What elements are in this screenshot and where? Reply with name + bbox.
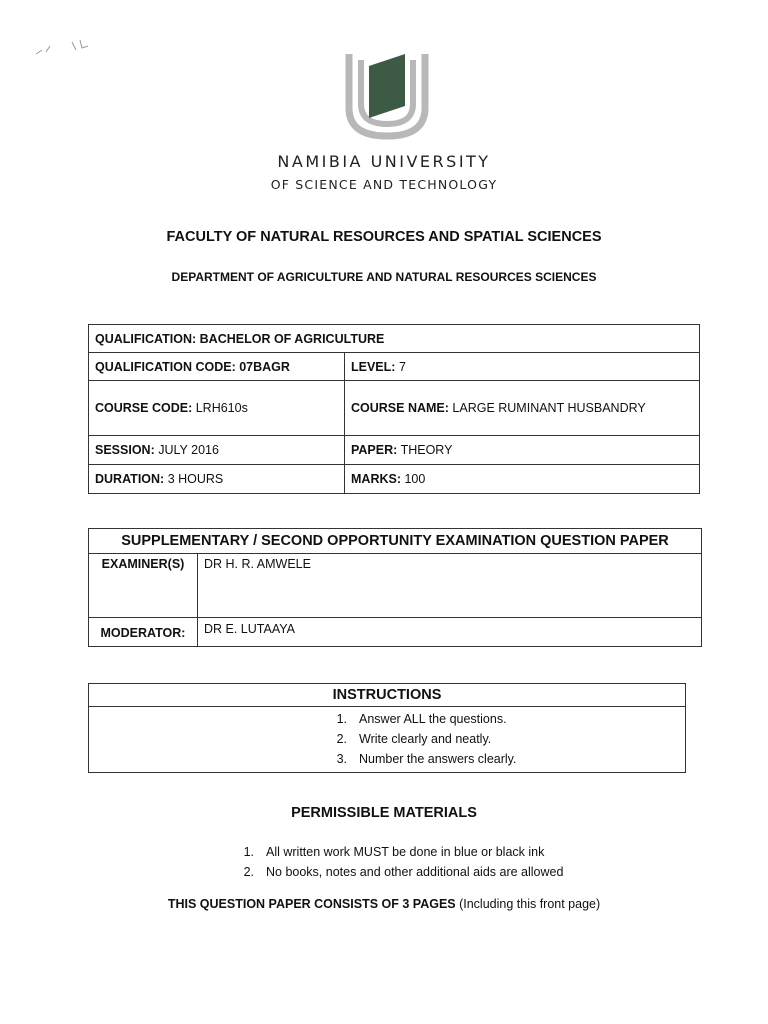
instructions-list bbox=[325, 709, 685, 769]
moderator-value: DR E. LUTAAYA bbox=[198, 618, 702, 647]
course-row bbox=[89, 381, 700, 436]
session-cell bbox=[89, 436, 345, 465]
list-item-number: 2. bbox=[336, 732, 347, 746]
list-item-text: All written work MUST be done in blue or black ink bbox=[266, 845, 545, 859]
list-item-number: 1. bbox=[243, 845, 254, 859]
instructions-title: INSTRUCTIONS bbox=[89, 684, 686, 707]
instructions-list-row bbox=[89, 707, 686, 773]
course-name-value: LARGE RUMINANT HUSBANDRY bbox=[452, 401, 646, 415]
moderator-row bbox=[89, 618, 702, 647]
university-subtitle: OF SCIENCE AND TECHNOLOGY bbox=[270, 177, 498, 192]
marks-value: 100 bbox=[404, 472, 426, 486]
page-count-normal: (Including this front page) bbox=[455, 897, 601, 911]
exam-title-row bbox=[89, 529, 702, 554]
course-name-label: COURSE NAME: bbox=[351, 401, 449, 415]
handwritten-mark bbox=[32, 36, 96, 58]
examiners-row bbox=[89, 554, 702, 618]
page-count-bold: THIS QUESTION PAPER CONSISTS OF 3 PAGES bbox=[167, 897, 456, 911]
faculty-heading: FACULTY OF NATURAL RESOURCES AND SPATIAL SCIENCES bbox=[166, 229, 602, 245]
course-info-table bbox=[88, 324, 700, 494]
list-item bbox=[232, 842, 563, 862]
list-item-number: 3. bbox=[336, 752, 347, 766]
marks-label: MARKS: bbox=[351, 472, 401, 486]
permissible-materials-heading: PERMISSIBLE MATERIALS bbox=[291, 805, 477, 821]
instructions-table bbox=[88, 683, 686, 773]
list-item-text: Answer ALL the questions. bbox=[359, 712, 507, 726]
department-heading: DEPARTMENT OF AGRICULTURE AND NATURAL RESOURCES SCIENCES bbox=[171, 270, 597, 284]
level-cell bbox=[345, 353, 700, 381]
permissible-materials-list bbox=[232, 842, 563, 882]
list-item bbox=[232, 862, 563, 882]
course-code-value: LRH610s bbox=[195, 401, 248, 415]
qualification-code-row bbox=[89, 353, 700, 381]
examination-table bbox=[88, 528, 702, 647]
course-name-cell bbox=[345, 381, 700, 436]
examiners-value: DR H. R. AMWELE bbox=[198, 554, 702, 618]
exam-title: SUPPLEMENTARY / SECOND OPPORTUNITY EXAMINATION QUESTION PAPER bbox=[89, 529, 702, 554]
examiners-label: EXAMINER(S) bbox=[89, 554, 198, 618]
qualification-code-cell bbox=[89, 353, 345, 381]
university-name: NAMIBIA UNIVERSITY bbox=[277, 152, 491, 171]
level-label: LEVEL: bbox=[351, 359, 396, 374]
paper-label: PAPER: bbox=[351, 443, 398, 457]
session-row bbox=[89, 436, 700, 465]
session-value: JULY 2016 bbox=[158, 443, 219, 457]
session-label: SESSION: bbox=[95, 443, 155, 457]
moderator-label: MODERATOR: bbox=[89, 618, 198, 647]
list-item-text: No books, notes and other additional aids are allowed bbox=[266, 865, 564, 879]
qualification-value: BACHELOR OF AGRICULTURE bbox=[199, 331, 385, 346]
list-item bbox=[325, 729, 685, 749]
list-item-text: Number the answers clearly. bbox=[359, 752, 517, 766]
course-code-label: COURSE CODE: bbox=[95, 401, 193, 415]
duration-cell bbox=[89, 465, 345, 494]
course-code-cell bbox=[89, 381, 345, 436]
marks-cell bbox=[345, 465, 700, 494]
qualification-code-value: 07BAGR bbox=[239, 359, 290, 374]
list-item bbox=[325, 749, 685, 769]
duration-row bbox=[89, 465, 700, 494]
instructions-list-cell bbox=[89, 707, 686, 773]
instructions-title-row bbox=[89, 684, 686, 707]
list-item-number: 1. bbox=[336, 712, 347, 726]
paper-cell bbox=[345, 436, 700, 465]
list-item-number: 2. bbox=[243, 865, 254, 879]
level-value: 7 bbox=[398, 359, 406, 374]
paper-value: THEORY bbox=[400, 443, 453, 457]
list-item-text: Write clearly and neatly. bbox=[359, 732, 492, 746]
duration-value: 3 HOURS bbox=[167, 472, 224, 486]
qualification-cell bbox=[89, 325, 700, 353]
duration-label: DURATION: bbox=[95, 472, 165, 486]
university-logo-icon bbox=[345, 50, 429, 140]
list-item bbox=[325, 709, 685, 729]
qualification-label: QUALIFICATION: bbox=[95, 331, 197, 346]
qualification-code-label: QUALIFICATION CODE: bbox=[95, 359, 236, 374]
qualification-row bbox=[89, 325, 700, 353]
page-count-note bbox=[0, 897, 768, 911]
